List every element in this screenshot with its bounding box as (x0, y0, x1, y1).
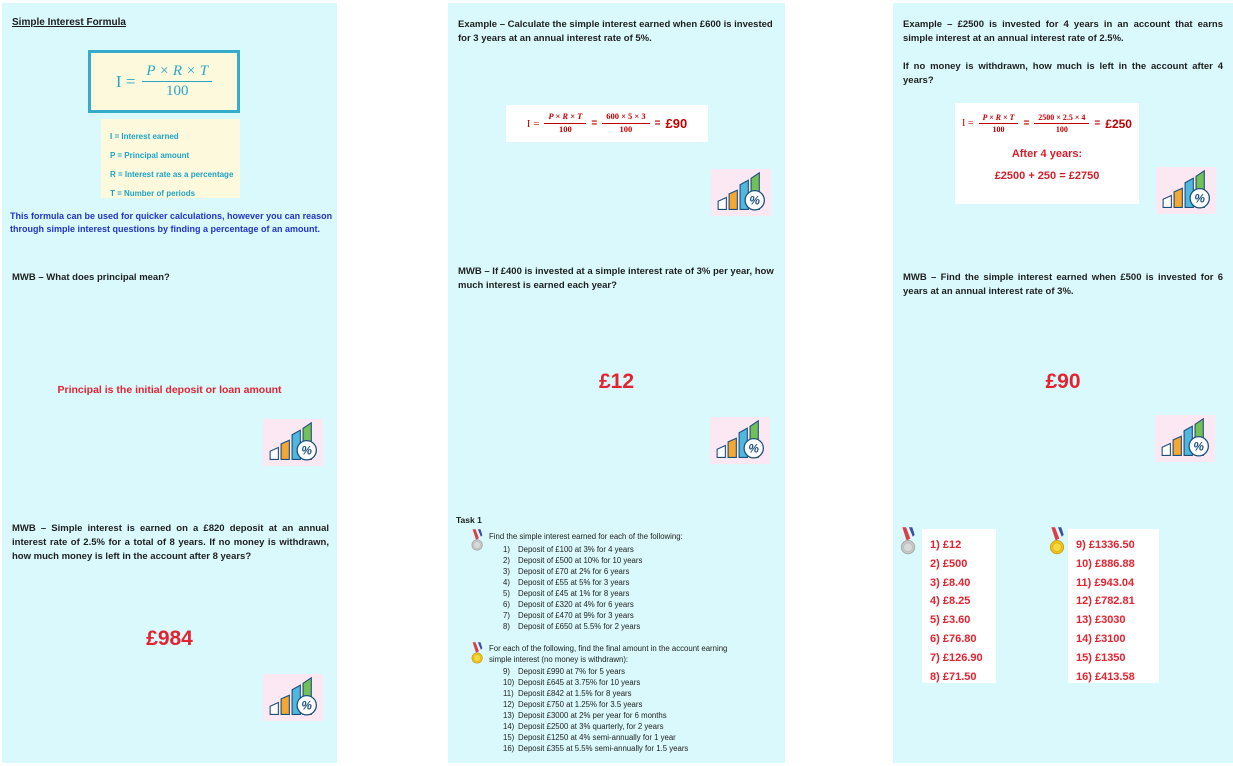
simple-interest-formula-box (88, 50, 240, 113)
growth-percent-icon (711, 169, 771, 216)
growth-percent-icon-graphic (1158, 169, 1214, 212)
working-frac2-num: 600 × 5 × 3 (602, 112, 649, 124)
task-item: 4) Deposit of £55 at 5% for 3 years (503, 578, 630, 587)
legend-line: R = Interest rate as a percentage (110, 170, 234, 179)
legend-line: T = Number of periods (110, 189, 196, 198)
growth-percent-icon-graphic (265, 676, 321, 719)
answer-line: 11) £943.04 (1076, 576, 1135, 589)
task-item: 8) Deposit of £650 at 5.5% for 2 years (503, 622, 641, 631)
sum-result: £2750 (1068, 170, 1100, 183)
legend-line: I = Interest earned (110, 132, 179, 141)
answer-line: 16) £413.58 (1076, 670, 1135, 683)
working-frac1-num: P × R × T (544, 112, 586, 124)
growth-percent-icon (263, 674, 323, 721)
growth-percent-icon (1156, 167, 1216, 214)
formula-lhs: I = (115, 71, 136, 91)
mwb-answer-2: £984 (146, 627, 193, 650)
growth-percent-icon (1155, 415, 1215, 462)
silver-task-list (503, 544, 642, 632)
answer-line: 13) £3030 (1076, 614, 1126, 627)
formula-denominator: 100 (165, 83, 189, 99)
task-item: 6) Deposit of £320 at 4% for 6 years (503, 600, 634, 609)
gold-task-intro: For each of the following, find the final amount in the account earning simple interest (no money is withdrawn): (489, 644, 728, 664)
equals-sign: = (1023, 118, 1030, 130)
equals-sign: = (1094, 118, 1101, 130)
task-item: 13) Deposit £3000 at 2% per year for 6 months (503, 711, 667, 720)
formula-numerator: P × R × T (142, 63, 212, 82)
task-item: 1) Deposit of £100 at 3% for 4 years (503, 545, 634, 554)
answer-line: 14) £3100 (1076, 632, 1126, 645)
gold-answers-box (1068, 529, 1159, 683)
task-item: 10) Deposit £645 at 3.75% for 10 years (503, 678, 641, 687)
formula-legend-box (101, 119, 240, 198)
task-title: Task 1 (456, 515, 482, 525)
example-text-1: Example – £2500 is invested for 4 years in an account that earns simple interest at an annual interest rate of 2.5%. (903, 19, 1223, 44)
task-item: 2) Deposit of £500 at 10% for 10 years (503, 556, 643, 565)
working-frac1-num: P × R × T (979, 113, 1019, 124)
answer-line: 2) £500 (930, 557, 968, 570)
slide-worked-example-task1 (448, 3, 785, 763)
slide-title: Simple Interest Formula (12, 17, 126, 28)
answer-line: 1) £12 (930, 539, 962, 551)
task-item: 11) Deposit £842 at 1.5% for 8 years (503, 689, 632, 698)
mwb-answer-1: Principal is the initial deposit or loan amount (57, 384, 282, 396)
working-box (955, 103, 1139, 204)
example-text-2: If no money is withdrawn, how much is left in the account after 4 years? (903, 61, 1223, 86)
answer-line: 7) £126.90 (930, 651, 983, 664)
after-years-label: After 4 years: (1011, 148, 1083, 161)
working-fraction-formula (979, 113, 1019, 134)
answer-line: 12) £782.81 (1076, 595, 1135, 608)
percent-icon: % (301, 443, 313, 458)
mwb-question: MWB – If £400 is invested at a simple interest rate of 3% per year, how much interest is earned each year? (458, 266, 774, 291)
working-box (506, 105, 708, 142)
answer-line: 8) £71.50 (930, 670, 977, 683)
mwb-question-2: MWB – Simple interest is earned on a £820 deposit at an annual interest rate of 2.5% for a total of 8 years. If no money is withdrawn, how much money is left in the account after 8 years? (12, 523, 329, 562)
mwb-question: MWB – Find the simple interest earned when £500 is invested for 6 years at an annual interest rate of 3%. (903, 272, 1223, 297)
answer-line: 9) £1336.50 (1076, 539, 1135, 551)
answer-line: 5) £3.60 (930, 614, 971, 627)
task-item: 5) Deposit of £45 at 1% for 8 years (503, 589, 630, 598)
silver-medal-icon (470, 529, 485, 552)
task-item: 7) Deposit of £470 at 9% for 3 years (503, 611, 634, 620)
working-frac2-den: 100 (1055, 125, 1068, 135)
working-frac2-den: 100 (619, 124, 633, 134)
task-item: 12) Deposit £750 at 1.25% for 3.5 years (503, 700, 643, 709)
percent-icon: % (749, 193, 761, 208)
working-fraction-formula (544, 112, 586, 135)
answer-line: 15) £1350 (1076, 651, 1126, 664)
working-frac1-den: 100 (992, 125, 1005, 135)
working-result: £90 (665, 116, 688, 131)
gold-task-list (503, 666, 688, 754)
gold-medal-icon (470, 642, 485, 665)
example-text: Example – Calculate the simple interest earned when £600 is invested for 3 years at an annual interest rate of 5%. (458, 19, 773, 44)
answer-line: 3) £8.40 (930, 576, 971, 589)
working-fraction-values (602, 112, 649, 135)
sum-prefix: £2500 + 250 = (994, 170, 1066, 183)
formula-fraction (142, 63, 212, 101)
growth-percent-icon (263, 419, 323, 466)
working-lhs: I = (962, 118, 974, 130)
percent-icon: % (748, 441, 760, 456)
gold-medal-icon (1048, 527, 1067, 556)
working-frac1-den: 100 (559, 124, 572, 134)
growth-percent-icon (710, 417, 770, 464)
silver-task-intro: Find the simple interest earned for each of the following: (489, 532, 683, 541)
percent-icon: % (301, 698, 313, 713)
task-item: 16) Deposit £355 at 5.5% semi-annually for 1.5 years (503, 744, 689, 753)
equals-sign: = (591, 118, 598, 129)
task-item: 3) Deposit of £70 at 2% for 6 years (503, 567, 630, 576)
growth-percent-icon-graphic (1157, 417, 1213, 460)
growth-percent-icon-graphic (713, 171, 769, 214)
answer-line: 6) £76.80 (930, 632, 977, 645)
task-item: 9) Deposit £990 at 7% for 5 years (503, 667, 626, 676)
growth-percent-icon-graphic (265, 421, 321, 464)
task-item: 14) Deposit £2500 at 3% quarterly, for 2 years (503, 722, 664, 731)
percent-icon: % (1193, 439, 1205, 454)
silver-answers-box (922, 529, 996, 683)
working-fraction-values (1034, 113, 1089, 134)
slide-simple-interest-formula (2, 3, 337, 763)
final-sum-line (955, 170, 1139, 182)
answer-line: 10) £886.88 (1076, 557, 1135, 570)
working-result: £250 (1105, 116, 1132, 131)
working-frac2-num: 2500 × 2.5 × 4 (1034, 113, 1089, 124)
answer-line: 4) £8.25 (930, 595, 971, 608)
slide-worked-example-answers (893, 3, 1233, 763)
working-lhs: I = (526, 117, 540, 130)
mwb-answer: £12 (598, 370, 635, 393)
formula-note: This formula can be used for quicker calculations, however you can reason through simple interest questions by finding a percentage of an amount. (10, 211, 333, 234)
equals-sign: = (654, 118, 661, 129)
mwb-question-1: MWB – What does principal mean? (12, 272, 170, 283)
percent-icon: % (1194, 191, 1206, 206)
silver-medal-icon (899, 527, 918, 556)
mwb-answer: £90 (1045, 370, 1081, 393)
growth-percent-icon-graphic (712, 419, 768, 462)
task-item: 15) Deposit £1250 at 4% semi-annually for 1 year (503, 733, 676, 742)
legend-line: P = Principal amount (110, 151, 190, 160)
